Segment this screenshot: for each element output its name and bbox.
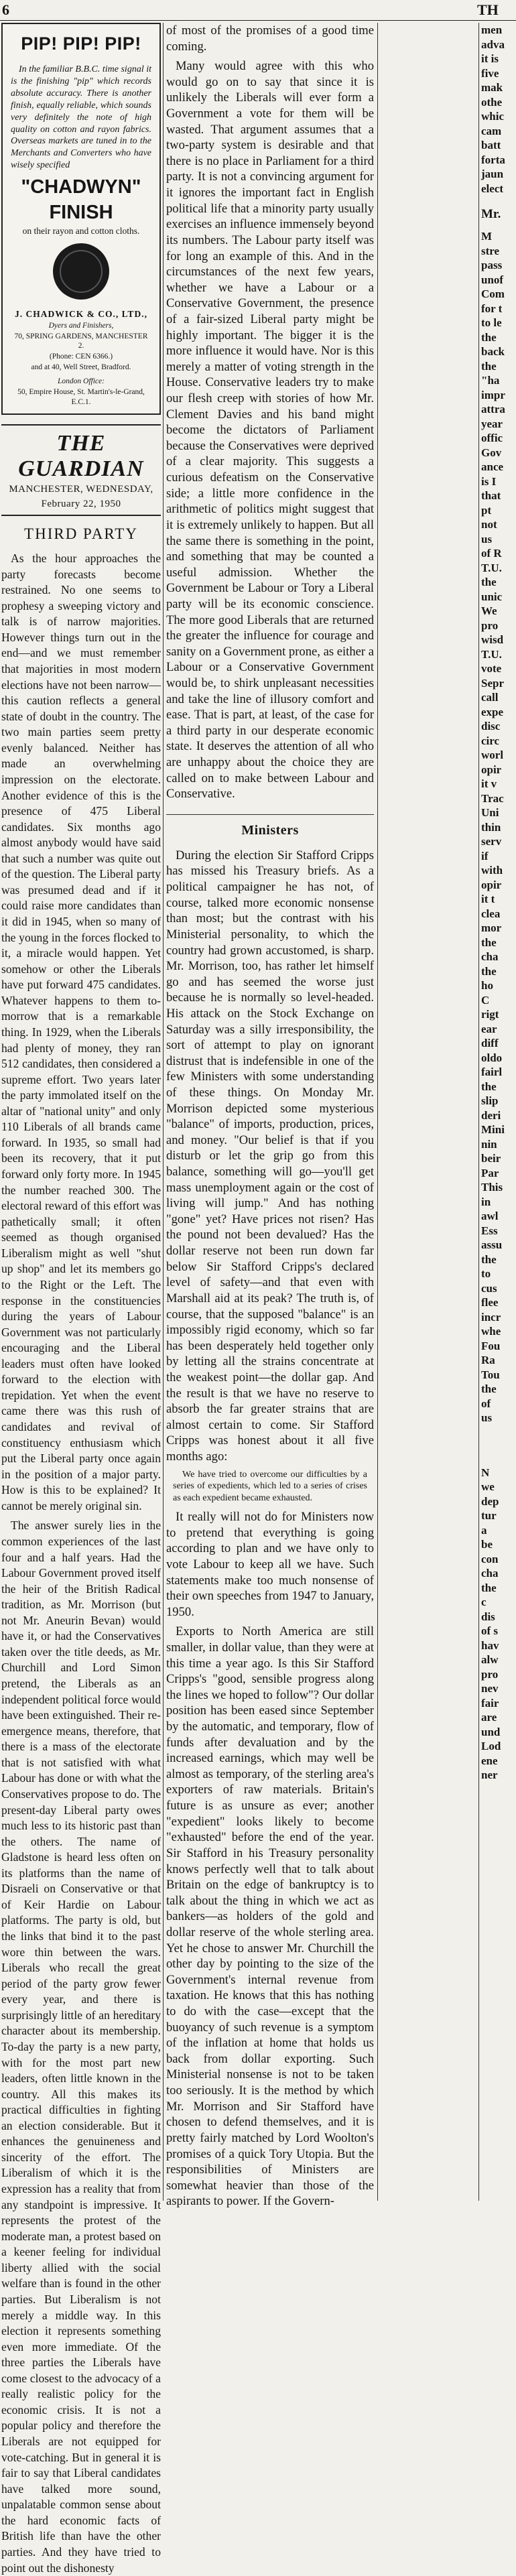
fragment-line: not <box>481 518 497 531</box>
fragment-line: tur <box>481 1509 497 1523</box>
ad-body: In the familiar B.B.C. time signal it is the finishing "pip" which records absolute accuracy. There is another finish, equally reliable, which sounds very definitely the note of high quality on cotton and rayon fabrics. Overseas markets are tuned in to the Merchants and Converters who have wisely specified <box>11 64 151 171</box>
ad-address-2: and at 40, Well Street, Bradford. <box>31 363 131 372</box>
article-paragraph: Exports to North America are still smaller, in dollar value, than they were at this time a year ago. Is this Sir Stafford Cripps's "good, sensible progress along the lines we hoped to follow"? Our dollar position has been eased since September by the automatic, and temporary, flow of funds after devaluation and by the increased earnings, which may well be almost as temporary, of the sterling area's exporters of raw materials. Britain's future is as unsure as ever; another "expedient" looks likely to become "exhausted" before the end of the year. Sir Stafford in his Treasury personality knows perfectly well that to talk about Britain on the edge of bankruptcy is to talk about the thing in which we act as bankers—as holders of the gold and dollar reserve of the whole sterling area. Yet he chose to answer Mr. Churchill the other day by pointing to the size of the Government's internal revenue from taxation. He knows that this has nothing to do with the case—except that the buoyancy of such revenue is a symptom of the inflation at home that holds us back from dollar exporting. Such Ministerial nonsense is not to be taken too seriously. It is the method by which Mr. Morrison and Sir Stafford have chosen to defend themselves, and it is pretty fairly matched by Lord Woolton's promises of a quick Tory Utopia. But the responsibilities of Ministers are somewhat heavier than those of the aspirants to power. If the Govern- <box>166 1624 374 2209</box>
fragment-line: dep <box>481 1494 499 1508</box>
fragment-line: "ha <box>481 374 500 387</box>
article-title: THIRD PARTY <box>24 525 138 543</box>
fragment-line: Com <box>481 287 505 301</box>
fragment-line: it is <box>481 52 499 65</box>
fragment-line: We <box>481 604 497 618</box>
ad-phone: (Phone: CEN 6366.) <box>49 352 113 361</box>
article-paragraph: As the hour approaches the party forecasts become restrained. No one seems to prophesy a sweeping victory and talk is of narrow majorities. However things turn out in the end—and we must remember that majorities in most modern elections have not been narrow—this caution reflects a general state of doubt in the country. The two main parties seem pretty evenly balanced. Neither has made an overwhelming impression on the electorate. Another evidence of this is the presence of 475 Liberal candidates. Six months ago almost anybody would have said that such a number was quite out of the question. The Liberal party was presumed dead and if it could raise more candidates than it did in 1945, when so many of the young in the forces flocked to it, a miracle would happen. Yet somehow or other the Liberals have put forward 475 candidates. Whatever happens to them to-morrow that is a remarkable thing. In 1929, when the Liberals had plenty of money, they ran 512 candidates, then considered a supreme effort. Two years later the party immolated itself on the altar of "national unity" and only 110 Liberals of all brands came forward. In 1935, so small had been its recovery, that it put forward only forty more. In 1945 the number reached 300. The electoral reward of this effort was pathetically small; it often seemed as though organised Liberalism might as well "shut up shop" and let its members go to the Right or the Left. The response in the constituencies during the years of Labour Government was not particularly encouraging and the Liberal leaders must often have looked forward to the election with trepidation. Yet when the event came there was this rush of candidates and revival of constituency enthusiasm which put the Liberal party once again in the position of a major party. How is this to be explained? It cannot be merely original sin. <box>1 552 161 1512</box>
fragment-line: alw <box>481 1653 499 1667</box>
fragment-line: diff <box>481 1037 499 1050</box>
fragment-line: jaun <box>481 168 504 180</box>
block-quote: We have tried to overcome our difficulties by a series of expedients, which led to a series of crises as each expedient became exhausted. <box>173 1469 367 1503</box>
fragment-line: opir <box>481 878 502 891</box>
fragment-line: othe <box>481 95 503 109</box>
fragment-line: deri <box>481 1108 501 1122</box>
ad-london-address: 50, Empire House, St. Martin's-le-Grand, E.C.1. <box>17 388 145 407</box>
fragment-line: five <box>481 66 499 80</box>
fragment-line: to le <box>481 316 502 330</box>
section-title: Ministers <box>166 814 374 838</box>
fragment-line: year <box>481 417 503 430</box>
fragment-line: unof <box>481 273 504 286</box>
fragment-line: with <box>481 864 503 877</box>
page-number: 6 <box>2 1 9 18</box>
advertisement <box>1 23 161 415</box>
fragment-line: Lod <box>481 1740 501 1753</box>
fragment-line: offic <box>481 432 503 445</box>
fragment-line: und <box>481 1725 501 1738</box>
fragment-line: pro <box>481 1667 499 1681</box>
fragment-line: serv <box>481 835 502 848</box>
fragment-line: cam <box>481 124 502 137</box>
article-paragraph: Many would agree with this who would go on to say that since it is unlikely the Liberals will ever form a Government a vote for them will be wasted. That argument assumes that a two-party system is desirable and that there is no place in Parliament for a third party. It is not a convincing argument for it ignores the important fact in English political life that a minority party usually exercises an influence immensely beyond its numbers. The Labour party itself was for long an example of this. And in the circumstances of the next few years, whether we have a Labour or a Conservative Government, the presence of a fair-sized Liberal party might be highly important. The bigger it is the more influence it would have. Nor is this merely a matter of voting strength in the House. Conservative leaders try to make our flesh creep with stories of how Mr. Clement Davies and his band might become the dictators of Parliament because the Conservatives were deprived of a clear majority. This suggests a curious defeatism on the Conservative side; a little more confidence in the arithmetic of politics might suggest that it is extremely unlikely to happen. But all the same there is something in the point, and something that may be counted a useful admission. Whether the Government be Labour or Tory a Liberal party will be its economic conscience. The more good Liberals that are returned the greater the influence for courage and sanity on a Government prone, as either a Labour or a Conservative Government would be, to shirk unpleasant necessities and take the line of illusory comfort and ease. That is part, at least, of the case for a third party in our desperate economic state. It deserves the attention of all who are unhappy about the choice they are called on to make between Labour and Conservative. <box>166 59 374 801</box>
fragment-line: batt <box>481 139 501 151</box>
fragment-line: cha <box>481 1567 499 1580</box>
fragment-line: the <box>481 330 497 344</box>
ad-company-sub: Dyers and Finishers, <box>48 321 114 330</box>
fragment-heading-text: Mr. <box>481 207 501 221</box>
fragment-line: call <box>481 691 499 704</box>
fragment-line: that <box>481 489 501 503</box>
article-paragraph: During the election Sir Stafford Cripps has missed his Treasury briefs. As a political campaigner he has not, of course, talked more economic nonsense than most; but the contrast with his Ministerial personality, to which the country had grown accustomed, is sharp. Mr. Morrison, too, has rather let himself go and has seemed the worse just because he is normally so level-headed. His attack on the Stock Exchange on Saturday was a silly irresponsibility, the sort of attempt to play on ignorant distrust that is indefensible in one of the few Ministers with some understanding of these things. On Monday Mr. Morrison depicted some mysterious "balance" of imports, production, prices, and money. "Our belief is that if you disturb or let the grip go from this balance, something will go—you'll get mass unemployment again or the cost of living will jump." And has nothing "gone" yet? Have prices not risen? Has the pound not been devalued? Has the dollar reserve not been run down far below Sir Stafford Cripps's declared level of safety—and that even with Marshall aid at its peak? The truth is, of course, that the supposed "balance" is an impossibly rigid economy, which so far has been desperately held together only by letting all the strains concentrate at the weakest point—the dollar gap. And the result is that we have no reserve to absorb the far greater strains that are almost certain to come. Sir Stafford Cripps was honest about it all five months ago: <box>166 848 374 1464</box>
ad-brand-name: "CHADWYN" <box>21 176 141 198</box>
fragment-line: of <box>481 1397 491 1410</box>
fragment-line: the <box>481 359 497 373</box>
column-divider <box>478 23 479 2201</box>
fragment-line: cha <box>481 950 499 964</box>
article-paragraph: The answer surely lies in the common experiences of the last four and a half years. Had the Labour Government proved itself the heir of the British Radical tradition, as Mr. Morrison (but not Mr. Aneurin Bevan) would have it, or had the Conservatives taken over the title deeds, as Mr. Churchill and Lord Simon pretend, the Liberals as an independent political force would have been extinguished. Their re-emergence means, therefore, that there is a mass of the electorate that is not satisfied with what Labour has done or with what the Conservatives propose to do. The present-day Liberal party owes much less to its historic past than the others. The name of Gladstone is heard less often on its platforms than the name of Disraeli on Conservative or that of Keir Hardie on Labour platforms. The party is old, but the links that bind it to the past wore thin between the wars. Liberals who recall the great period of the party grow fewer every year, and there is surprisingly little of an hereditary character about its membership. To-day the party is a new party, with for the most part new leaders, often little known in the country. All this makes its practical difficulties in fighting an election considerable. But it enhances the genuineness and sincerity of the effort. The Liberalism of which it is the expression has a reality that from any standpoint is impressive. It represents the protest of the moderate man, a protest based on a keener feeling for individual liberty allied with the social welfare than is found in the other parties. But Liberalism is not merely a middle way. In this election it represents something even more immediate. Of the three parties the Liberals have come closest to the advocacy of a really realistic policy for the economic crisis. It is not a popular policy and therefore the Liberals are not equipped for vote-catching. But in general it is fair to say that Liberal candidates have talked more sound, unpalatable common sense about the hard economic facts of British life than have the other parties. And they have tried to point out the dishonesty <box>1 1519 161 2575</box>
fragment-line: flee <box>481 1296 499 1309</box>
fragment-line: the <box>481 576 497 589</box>
running-head: TH <box>477 1 499 18</box>
fragment-line: the <box>481 1252 497 1266</box>
fragment-line: expe <box>481 705 504 718</box>
fragment-line: ene <box>481 1754 498 1767</box>
fragment-line: adva <box>481 38 505 51</box>
masthead-rule <box>1 515 161 516</box>
ad-brand-finish: FINISH <box>49 202 113 224</box>
fragment-line: a <box>481 1523 487 1537</box>
dateline-city-day: MANCHESTER, WEDNESDAY, <box>9 484 153 495</box>
fragment-line: ner <box>481 1768 498 1782</box>
fragment-line: us <box>481 1411 493 1425</box>
column-right-fragment <box>481 23 516 2201</box>
fragment-line: vote <box>481 662 502 675</box>
fragment-line: disc <box>481 720 501 733</box>
fragment-line: we <box>481 1480 495 1494</box>
fragment-line: This <box>481 1181 503 1194</box>
company-seal-logo <box>53 243 109 300</box>
fragment-line: nev <box>481 1682 499 1695</box>
fragment-line: wisd <box>481 633 504 647</box>
fragment-line: the <box>481 1080 497 1093</box>
fragment-line: if <box>481 849 489 862</box>
fragment-line: awl <box>481 1210 499 1223</box>
article-paragraph: of most of the promises of a good time coming. <box>166 23 374 54</box>
fragment-line: assu <box>481 1238 503 1252</box>
page-header <box>0 0 516 21</box>
masthead <box>1 424 161 516</box>
fragment-line: opir <box>481 763 502 776</box>
fragment-line: the <box>481 1382 497 1396</box>
column-left <box>1 23 161 2575</box>
fragment-line: whic <box>481 110 504 123</box>
fragment-line: ear <box>481 1022 497 1035</box>
fragment-line: in <box>481 1195 491 1208</box>
column-middle <box>166 23 374 2209</box>
fragment-line: us <box>481 532 493 545</box>
fragment-line: of s <box>481 1624 499 1638</box>
article-paragraph: It really will not do for Ministers now to pretend that everything is going according to plan and we have only to vote Labour to keep all we have. Such statements make too much nonsense of their own speeches from 1947 to January, 1950. <box>166 1510 374 1619</box>
fragment-line: be <box>481 1538 493 1551</box>
fragment-line: cus <box>481 1281 497 1295</box>
newspaper-title: THE GUARDIAN <box>18 431 144 482</box>
fragment-line: unic <box>481 590 503 603</box>
fragment-line: for t <box>481 302 503 315</box>
fragment-line: C <box>481 993 490 1007</box>
fragment-line: the <box>481 1581 497 1594</box>
fragment-lines-middle <box>481 229 516 1425</box>
fragment-line: back <box>481 345 505 359</box>
fragment-line: to <box>481 1267 491 1281</box>
fragment-line: rigt <box>481 1008 499 1021</box>
fragment-line: T.U. <box>481 561 502 574</box>
fragment-line: ance <box>481 460 504 474</box>
fragment-line: hav <box>481 1638 499 1652</box>
fragment-heading <box>481 206 516 222</box>
fragment-line: the <box>481 936 497 949</box>
fragment-line: mor <box>481 921 502 935</box>
fragment-line: incr <box>481 1310 501 1324</box>
ad-address-1: 70, SPRING GARDENS, MANCHESTER 2. <box>14 332 148 350</box>
fragment-line: fair <box>481 1696 499 1710</box>
fragment-line: Mini <box>481 1123 505 1137</box>
fragment-line: ho <box>481 979 493 992</box>
fragment-line: N <box>481 1466 490 1479</box>
fragment-gap <box>481 1425 516 1466</box>
column-divider <box>377 23 378 2201</box>
dateline-date: February 22, 1950 <box>41 498 121 509</box>
ad-brand-subline: on their rayon and cotton cloths. <box>22 225 140 236</box>
fragment-line: thin <box>481 820 501 834</box>
fragment-line: Trac <box>481 791 504 805</box>
fragment-line: worl <box>481 749 504 762</box>
fragment-line: men <box>481 23 503 36</box>
fragment-line: whe <box>481 1325 501 1338</box>
fragment-line: pt <box>481 503 492 517</box>
column-divider <box>163 23 164 2201</box>
fragment-lines-bottom <box>481 1466 516 1783</box>
fragment-line: pro <box>481 619 499 632</box>
fragment-line: nin <box>481 1137 497 1151</box>
fragment-line: circ <box>481 734 500 747</box>
fragment-lines-top <box>481 23 516 196</box>
fragment-line: forta <box>481 153 505 166</box>
fragment-line: stre <box>481 244 500 257</box>
fragment-line: the <box>481 964 497 978</box>
fragment-line: oldo <box>481 1051 503 1064</box>
article-third-party <box>1 525 161 2576</box>
fragment-line: clea <box>481 907 501 920</box>
fragment-line: Fou <box>481 1339 501 1352</box>
fragment-line: beir <box>481 1152 501 1165</box>
fragment-line: con <box>481 1552 499 1565</box>
fragment-line: it t <box>481 893 495 906</box>
fragment-line: of R <box>481 547 502 560</box>
fragment-line: elect <box>481 182 504 195</box>
ad-company: J. CHADWICK & CO., LTD., <box>15 308 147 319</box>
fragment-line: slip <box>481 1094 499 1108</box>
fragment-line: fairl <box>481 1066 503 1079</box>
fragment-line: T.U. <box>481 647 502 661</box>
fragment-line: Sepr <box>481 676 504 690</box>
fragment-line: M <box>481 230 493 243</box>
fragment-line: pass <box>481 259 503 272</box>
fragment-line: mak <box>481 81 503 94</box>
fragment-line: c <box>481 1596 487 1609</box>
fragment-line: it v <box>481 777 497 791</box>
fragment-line: are <box>481 1711 497 1724</box>
fragment-line: Par <box>481 1166 499 1179</box>
fragment-line: Gov <box>481 446 502 459</box>
fragment-line: is I <box>481 474 497 488</box>
fragment-line: Ra <box>481 1354 495 1367</box>
ad-headline: PIP! PIP! PIP! <box>21 34 141 54</box>
fragment-line: impr <box>481 388 505 401</box>
fragment-line: attra <box>481 403 505 416</box>
fragment-line: Ess <box>481 1224 498 1237</box>
fragment-line: Uni <box>481 806 499 820</box>
fragment-line: Tou <box>481 1368 500 1381</box>
ad-london-label: London Office: <box>58 377 105 386</box>
fragment-line: dis <box>481 1610 495 1623</box>
